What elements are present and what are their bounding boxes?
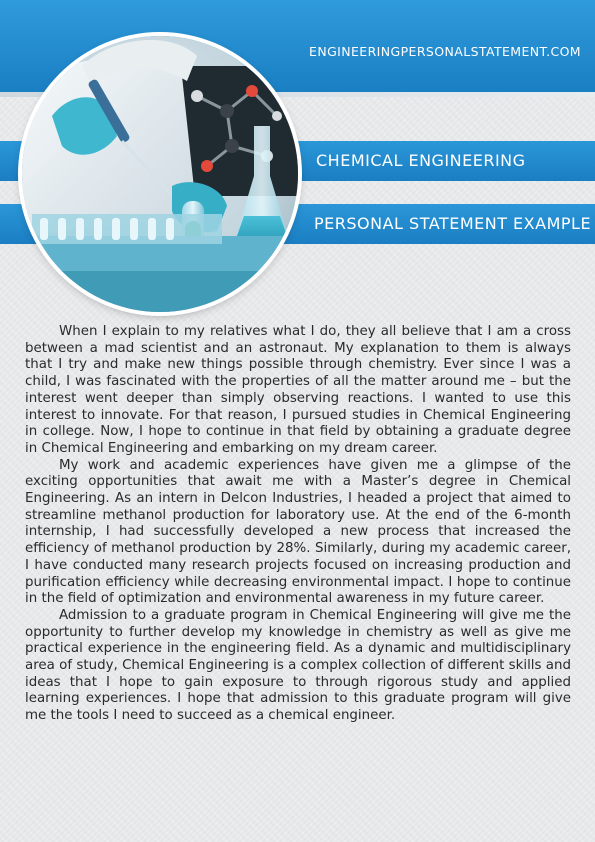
paragraph-1: When I explain to my relatives what I do, they all believe that I am a cross between a mad scientist and an astronaut. My explanation to them is always that I try and make new things possible through chemistry. Ever since I was a child, I was fascinated with the properties of all the matter around me – but the interest went deeper than simply observing reactions. I wanted to use this interest to innovate. For that reason, I pursued studies in Chemical Engineering in college. Now, I hope to continue in that field by obtaining a graduate degree in Chemical Engineering and embarking on my dream career. bbox=[25, 324, 571, 456]
site-url[interactable]: ENGINEERINGPERSONALSTATEMENT.COM bbox=[309, 44, 581, 59]
statement-body bbox=[25, 324, 571, 725]
test-tube-rack bbox=[32, 214, 222, 244]
paragraph-2: My work and academic experiences have given me a glimpse of the exciting opportunities that await me with a Master’s degree in Chemical Engineering. As an intern in Delcon Industries, I headed a project that aimed to streamline methanol production for laboratory use. At the end of the 6-month internship, I had successfully developed a new process that increased the efficiency of methanol production by 28%. Similarly, during my academic career, I have conducted many research projects focused on increasing production and purification efficiency while decreasing environmental impact. I hope to continue in the field of optimization and environmental awareness in my future career. bbox=[25, 457, 571, 607]
lab-scientist-photo bbox=[22, 36, 298, 312]
paragraph-3: Admission to a graduate program in Chemical Engineering will give me the opportunity to further develop my knowledge in chemistry as well as give me practical experience in the engineering field. As a dynamic and multidisciplinary area of study, Chemical Engineering is a complex collection of different skills and ideas that I hope to gain exposure to through rigorous study and applied learning experiences. I hope that admission to this graduate program will give me the tools I need to succeed as a chemical engineer. bbox=[25, 607, 571, 724]
lab-photo-illustration bbox=[22, 36, 298, 312]
band-subtitle: PERSONAL STATEMENT EXAMPLE bbox=[314, 214, 592, 233]
band-title: CHEMICAL ENGINEERING bbox=[316, 151, 526, 170]
